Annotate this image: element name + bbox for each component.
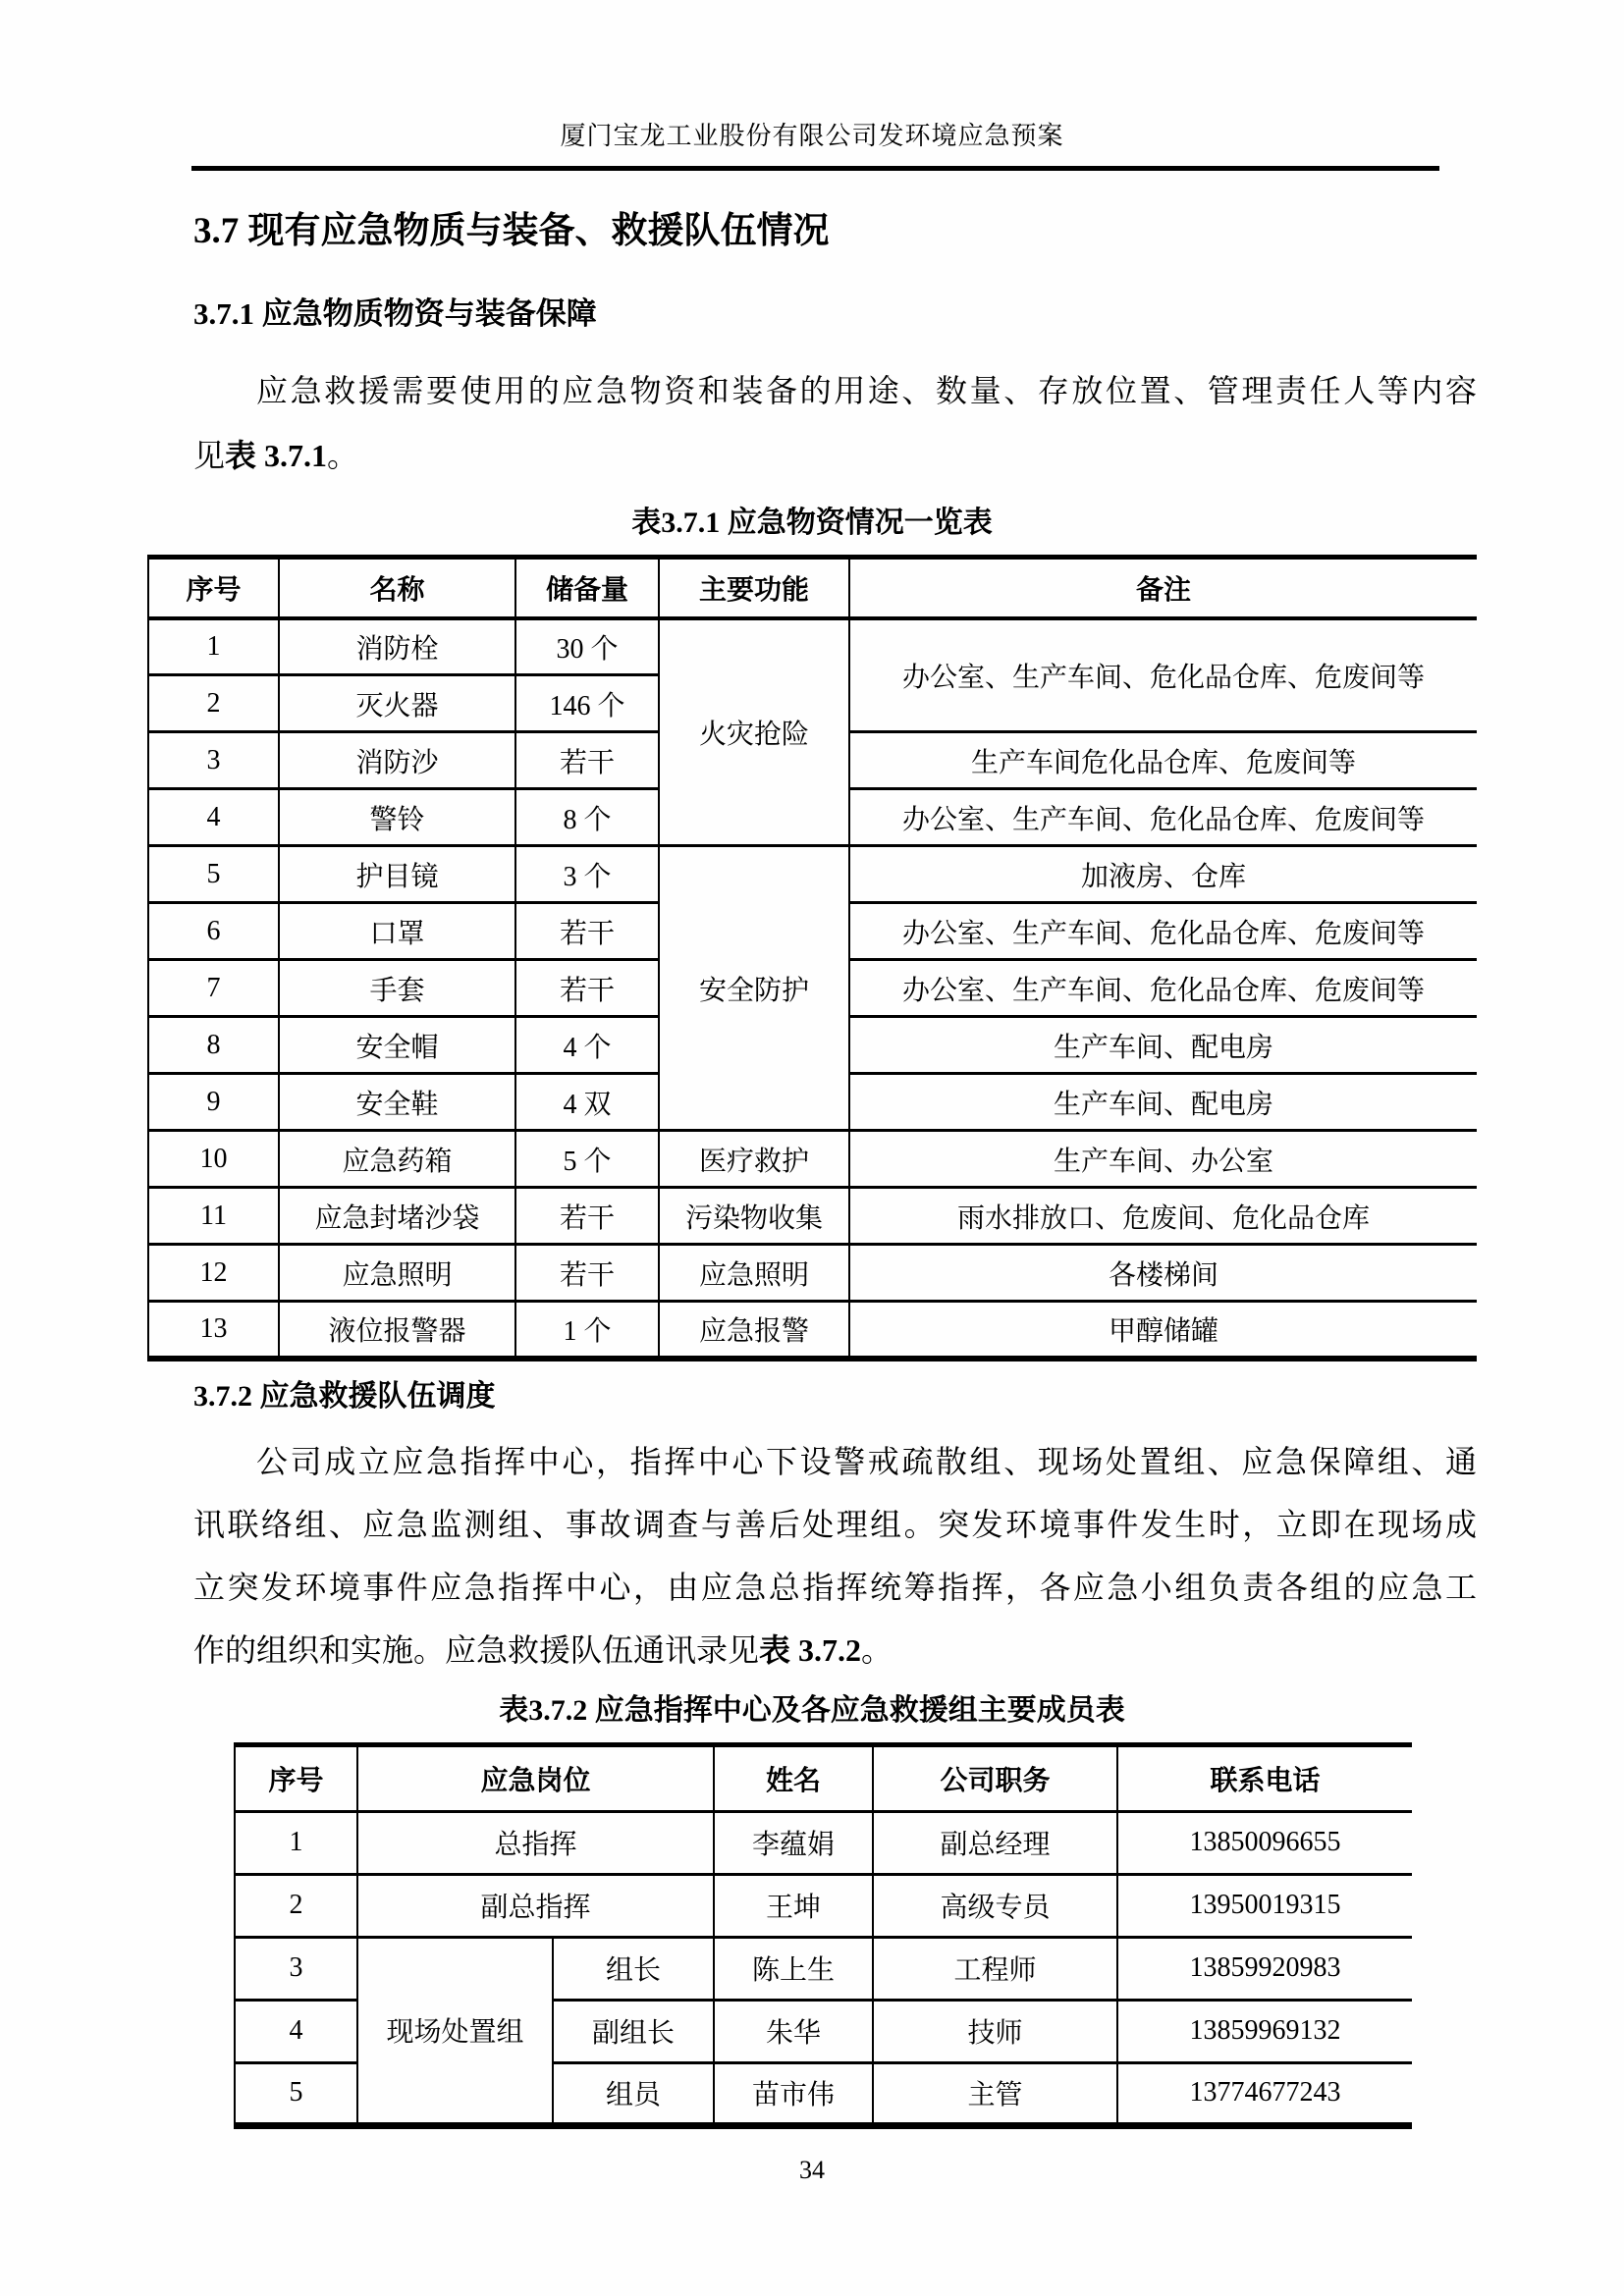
cell-phone: 13859969132 [1117, 2000, 1412, 2062]
header-function: 主要功能 [659, 558, 849, 618]
cell-name: 应急封堵沙袋 [279, 1188, 515, 1245]
table-ref-bold: 表 3.7.2 [759, 1631, 862, 1668]
header-name: 名称 [279, 558, 515, 618]
table1-title: 表3.7.1 应急物资情况一览表 [631, 507, 993, 539]
cell-name: 消防栓 [279, 618, 515, 675]
cell-note: 办公室、生产车间、危化品仓库、危废间等 [849, 618, 1477, 732]
cell-quantity: 若干 [515, 903, 659, 960]
supplies-table [147, 555, 1477, 1362]
cell-phone: 13950019315 [1117, 1874, 1412, 1937]
cell-quantity: 4 个 [515, 1017, 659, 1074]
cell-quantity: 8 个 [515, 789, 659, 846]
table-ref-bold: 表 3.7.1 [225, 438, 328, 473]
heading-3-7-1: 3.7.1 应急物质物资与装备保障 [193, 296, 597, 331]
cell-serial: 7 [148, 960, 279, 1017]
table-row [148, 1302, 1477, 1359]
header-divider [191, 166, 1439, 171]
cell-name: 应急药箱 [279, 1131, 515, 1188]
members-table [234, 1742, 1412, 2129]
cell-job-title: 高级专员 [873, 1874, 1117, 1937]
cell-name: 应急照明 [279, 1245, 515, 1302]
header-serial: 序号 [235, 1744, 357, 1811]
table-row [235, 1874, 1412, 1937]
table-row [148, 1188, 1477, 1245]
cell-name: 消防沙 [279, 732, 515, 789]
table-row [148, 1245, 1477, 1302]
cell-post: 副总指挥 [357, 1874, 714, 1937]
cell-note: 办公室、生产车间、危化品仓库、危废间等 [849, 903, 1477, 960]
cell-serial: 4 [148, 789, 279, 846]
cell-quantity: 30 个 [515, 618, 659, 675]
cell-serial: 1 [148, 618, 279, 675]
cell-role: 组员 [553, 2062, 714, 2125]
paragraph-line: 公司成立应急指挥中心，指挥中心下设警戒疏散组、现场处置组、应急保障组、通 [256, 1443, 1477, 1479]
members-table-body [235, 1811, 1412, 2125]
cell-job-title: 副总经理 [873, 1811, 1117, 1874]
cell-serial: 9 [148, 1074, 279, 1131]
cell-quantity: 1 个 [515, 1302, 659, 1359]
cell-serial: 13 [148, 1302, 279, 1359]
cell-serial: 5 [148, 846, 279, 903]
cell-role: 副组长 [553, 2000, 714, 2062]
text-run: 作的组织和实施。应急救援队伍通讯录见 [193, 1631, 760, 1668]
cell-name: 护目镜 [279, 846, 515, 903]
cell-serial: 6 [148, 903, 279, 960]
cell-serial: 11 [148, 1188, 279, 1245]
header-job-title: 公司职务 [873, 1744, 1117, 1811]
cell-serial: 2 [148, 675, 279, 732]
cell-job-title: 工程师 [873, 1937, 1117, 2000]
paragraph-line [193, 423, 1477, 488]
paragraph-line [193, 1619, 1477, 1682]
cell-note: 生产车间、配电房 [849, 1017, 1477, 1074]
header-note: 备注 [849, 558, 1477, 618]
cell-quantity: 5 个 [515, 1131, 659, 1188]
paragraph-3-7-2 [193, 1430, 1477, 1682]
cell-quantity: 若干 [515, 1245, 659, 1302]
paragraph-line: 立突发环境事件应急指挥中心，由应急总指挥统筹指挥，各应急小组负责各组的应急工 [193, 1569, 1477, 1605]
table-row [235, 1811, 1412, 1874]
cell-role: 组长 [553, 1937, 714, 2000]
header-phone: 联系电话 [1117, 1744, 1412, 1811]
cell-serial: 3 [148, 732, 279, 789]
cell-note: 生产车间、配电房 [849, 1074, 1477, 1131]
page-number: 34 [799, 2156, 825, 2184]
table-row [148, 618, 1477, 675]
cell-quantity: 3 个 [515, 846, 659, 903]
cell-phone: 13774677243 [1117, 2062, 1412, 2125]
text-run: 。 [861, 1631, 893, 1668]
cell-phone: 13850096655 [1117, 1811, 1412, 1874]
cell-note: 雨水排放口、危废间、危化品仓库 [849, 1188, 1477, 1245]
cell-name: 警铃 [279, 789, 515, 846]
cell-serial: 4 [235, 2000, 357, 2062]
cell-name: 安全帽 [279, 1017, 515, 1074]
header-serial: 序号 [148, 558, 279, 618]
cell-job-title: 技师 [873, 2000, 1117, 2062]
cell-function: 应急照明 [659, 1245, 849, 1302]
members-table-head [235, 1744, 1412, 1811]
cell-quantity: 若干 [515, 1188, 659, 1245]
cell-note: 加液房、仓库 [849, 846, 1477, 903]
paragraph-3-7-1 [193, 358, 1477, 488]
cell-serial: 1 [235, 1811, 357, 1874]
text-run: 。 [327, 438, 359, 473]
cell-group-name: 现场处置组 [357, 1937, 553, 2125]
table-row [148, 1131, 1477, 1188]
cell-name: 手套 [279, 960, 515, 1017]
cell-quantity: 若干 [515, 732, 659, 789]
cell-person-name: 朱华 [714, 2000, 873, 2062]
cell-function: 污染物收集 [659, 1188, 849, 1245]
cell-function: 医疗救护 [659, 1131, 849, 1188]
cell-serial: 5 [235, 2062, 357, 2125]
cell-serial: 8 [148, 1017, 279, 1074]
cell-name: 安全鞋 [279, 1074, 515, 1131]
cell-serial: 10 [148, 1131, 279, 1188]
paragraph-line: 讯联络组、应急监测组、事故调查与善后处理组。突发环境事件发生时，立即在现场成 [193, 1506, 1477, 1542]
cell-note: 各楼梯间 [849, 1245, 1477, 1302]
table-row [148, 846, 1477, 903]
cell-function: 应急报警 [659, 1302, 849, 1359]
cell-post: 总指挥 [357, 1811, 714, 1874]
cell-phone: 13859920983 [1117, 1937, 1412, 2000]
supplies-table-head [148, 558, 1477, 618]
cell-person-name: 苗市伟 [714, 2062, 873, 2125]
cell-function: 火灾抢险 [659, 618, 849, 846]
cell-note: 办公室、生产车间、危化品仓库、危废间等 [849, 789, 1477, 846]
cell-quantity: 若干 [515, 960, 659, 1017]
table-header-row [235, 1744, 1412, 1811]
cell-serial: 3 [235, 1937, 357, 2000]
cell-serial: 12 [148, 1245, 279, 1302]
cell-note: 生产车间危化品仓库、危废间等 [849, 732, 1477, 789]
cell-note: 办公室、生产车间、危化品仓库、危废间等 [849, 960, 1477, 1017]
cell-person-name: 陈上生 [714, 1937, 873, 2000]
header-quantity: 储备量 [515, 558, 659, 618]
table-row [235, 1937, 1412, 2000]
page-header-text: 厦门宝龙工业股份有限公司发环境应急预案 [560, 122, 1064, 150]
cell-name: 液位报警器 [279, 1302, 515, 1359]
cell-name: 口罩 [279, 903, 515, 960]
cell-function: 安全防护 [659, 846, 849, 1131]
header-post: 应急岗位 [357, 1744, 714, 1811]
cell-note: 生产车间、办公室 [849, 1131, 1477, 1188]
cell-job-title: 主管 [873, 2062, 1117, 2125]
supplies-table-body [148, 618, 1477, 1359]
cell-person-name: 王坤 [714, 1874, 873, 1937]
header-person-name: 姓名 [714, 1744, 873, 1811]
cell-serial: 2 [235, 1874, 357, 1937]
heading-3-7-2: 3.7.2 应急救援队伍调度 [193, 1379, 496, 1413]
cell-quantity: 146 个 [515, 675, 659, 732]
cell-note: 甲醇储罐 [849, 1302, 1477, 1359]
table2-title: 表3.7.2 应急指挥中心及各应急救援组主要成员表 [499, 1693, 1125, 1727]
cell-name: 灭火器 [279, 675, 515, 732]
cell-person-name: 李蕴娟 [714, 1811, 873, 1874]
paragraph-line: 应急救援需要使用的应急物资和装备的用途、数量、存放位置、管理责任人等内容 [256, 373, 1477, 408]
cell-quantity: 4 双 [515, 1074, 659, 1131]
text-run: 见 [193, 438, 226, 473]
heading-3-7: 3.7 现有应急物质与装备、救援队伍情况 [193, 211, 830, 251]
table-header-row [148, 558, 1477, 618]
